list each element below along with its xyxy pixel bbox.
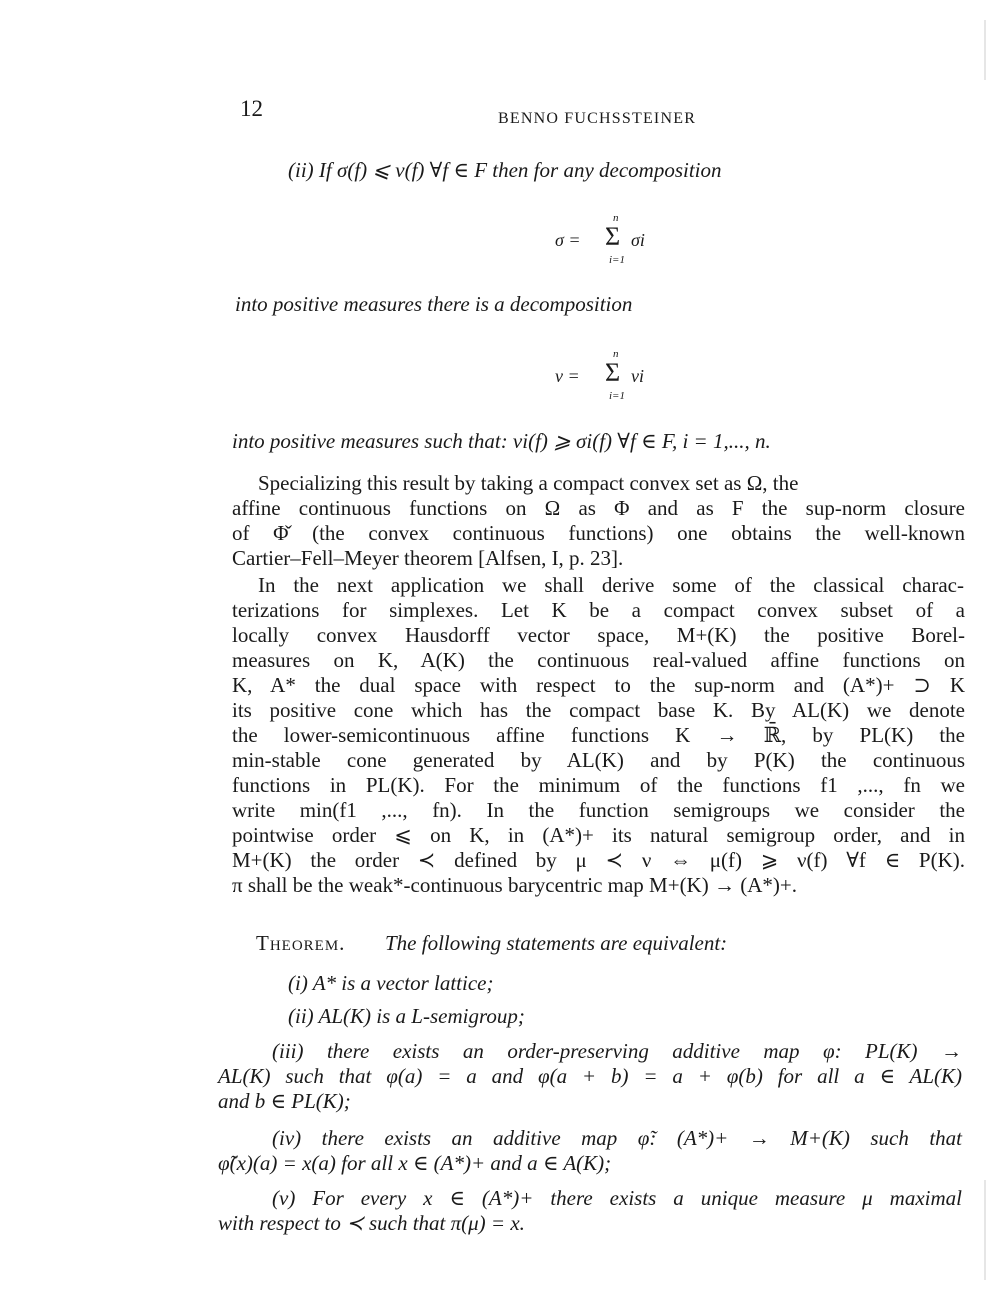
equation-sigma: σ = Σ n i=1 σi (555, 212, 645, 266)
into-positive-1: into positive measures there is a decomposition (235, 292, 633, 316)
para2-line: π shall be the weak*-continuous barycentric map M+(K) → (A*)+. (232, 873, 797, 897)
theorem-label: Theorem. (256, 931, 346, 955)
para1-line: Cartier–Fell–Meyer theorem [Alfsen, I, p. 23]. (232, 546, 624, 570)
theorem-item-i: (i) A* is a vector lattice; (288, 971, 494, 995)
running-head: BENNO FUCHSSTEINER (498, 110, 697, 127)
theorem-item-iv: (iv) there exists an additive map φ̃: (A*)+ → M+(K) such that (272, 1126, 962, 1150)
item-ii-condition: (ii) If σ(f) ⩽ ν(f) ∀f ∈ F then for any decomposition (288, 158, 722, 182)
scan-edge-mark (984, 1180, 986, 1280)
into-positive-2: into positive measures such that: νi(f) ⩾ σi(f) ∀f ∈ F, i = 1,..., n. (232, 429, 771, 453)
para2-line: K, A* the dual space with respect to the sup-norm and (A*)+ ⊃ K (232, 673, 965, 697)
page-number: 12 (240, 96, 263, 121)
para1-line: of Φ̌ (the convex continuous functions) one obtains the well-known (232, 521, 965, 545)
para2-line: locally convex Hausdorff vector space, M+(K) the positive Borel- (232, 623, 965, 647)
para2-line: min-stable cone generated by AL(K) and by P(K) the continuous (232, 748, 965, 772)
para2-line: pointwise order ⩽ on K, in (A*)+ its natural semigroup order, and in (232, 823, 965, 847)
para2-line: terizations for simplexes. Let K be a compact convex subset of a (232, 598, 965, 622)
theorem-item-iii-cont: and b ∈ PL(K); (218, 1089, 351, 1113)
para2-line: M+(K) the order ≺ defined by μ ≺ ν ⇔ μ(f) ⩾ ν(f) ∀f ∈ P(K). (232, 848, 965, 872)
para2-line: In the next application we shall derive some of the classical charac- (258, 573, 964, 597)
para1-line: affine continuous functions on Ω as Φ and as F the sup-norm closure (232, 496, 965, 520)
para1-line: Specializing this result by taking a compact convex set as Ω, the (258, 471, 799, 495)
para2-line: functions in PL(K). For the minimum of the functions f1 ,..., fn we (232, 773, 965, 797)
theorem-item-iii-cont: AL(K) such that φ(a) = a and φ(a + b) = a + φ(b) for all a ∈ AL(K) (218, 1064, 962, 1088)
para2-line: the lower-semicontinuous affine functions K → ℝ̄, by PL(K) the (232, 723, 965, 747)
para2-line: measures on K, A(K) the continuous real-valued affine functions on (232, 648, 965, 672)
theorem-item-v: (v) For every x ∈ (A*)+ there exists a unique measure μ maximal (272, 1186, 962, 1210)
theorem-item-iv-cont: φ̃(x)(a) = x(a) for all x ∈ (A*)+ and a ∈ A(K); (218, 1151, 612, 1175)
theorem-item-ii: (ii) AL(K) is a L-semigroup; (288, 1004, 525, 1028)
theorem-item-iii: (iii) there exists an order-preserving additive map φ: PL(K) → (272, 1039, 962, 1063)
scan-edge-mark (984, 20, 986, 80)
theorem-statement: The following statements are equivalent: (385, 931, 728, 955)
equation-nu: ν = Σ n i=1 νi (555, 348, 644, 402)
para2-line: write min(f1 ,..., fn). In the function semigroups we consider the (232, 798, 965, 822)
para2-line: its positive cone which has the compact base K. By AL(K) we denote (232, 698, 965, 722)
theorem-item-v-cont: with respect to ≺ such that π(μ) = x. (218, 1211, 525, 1235)
